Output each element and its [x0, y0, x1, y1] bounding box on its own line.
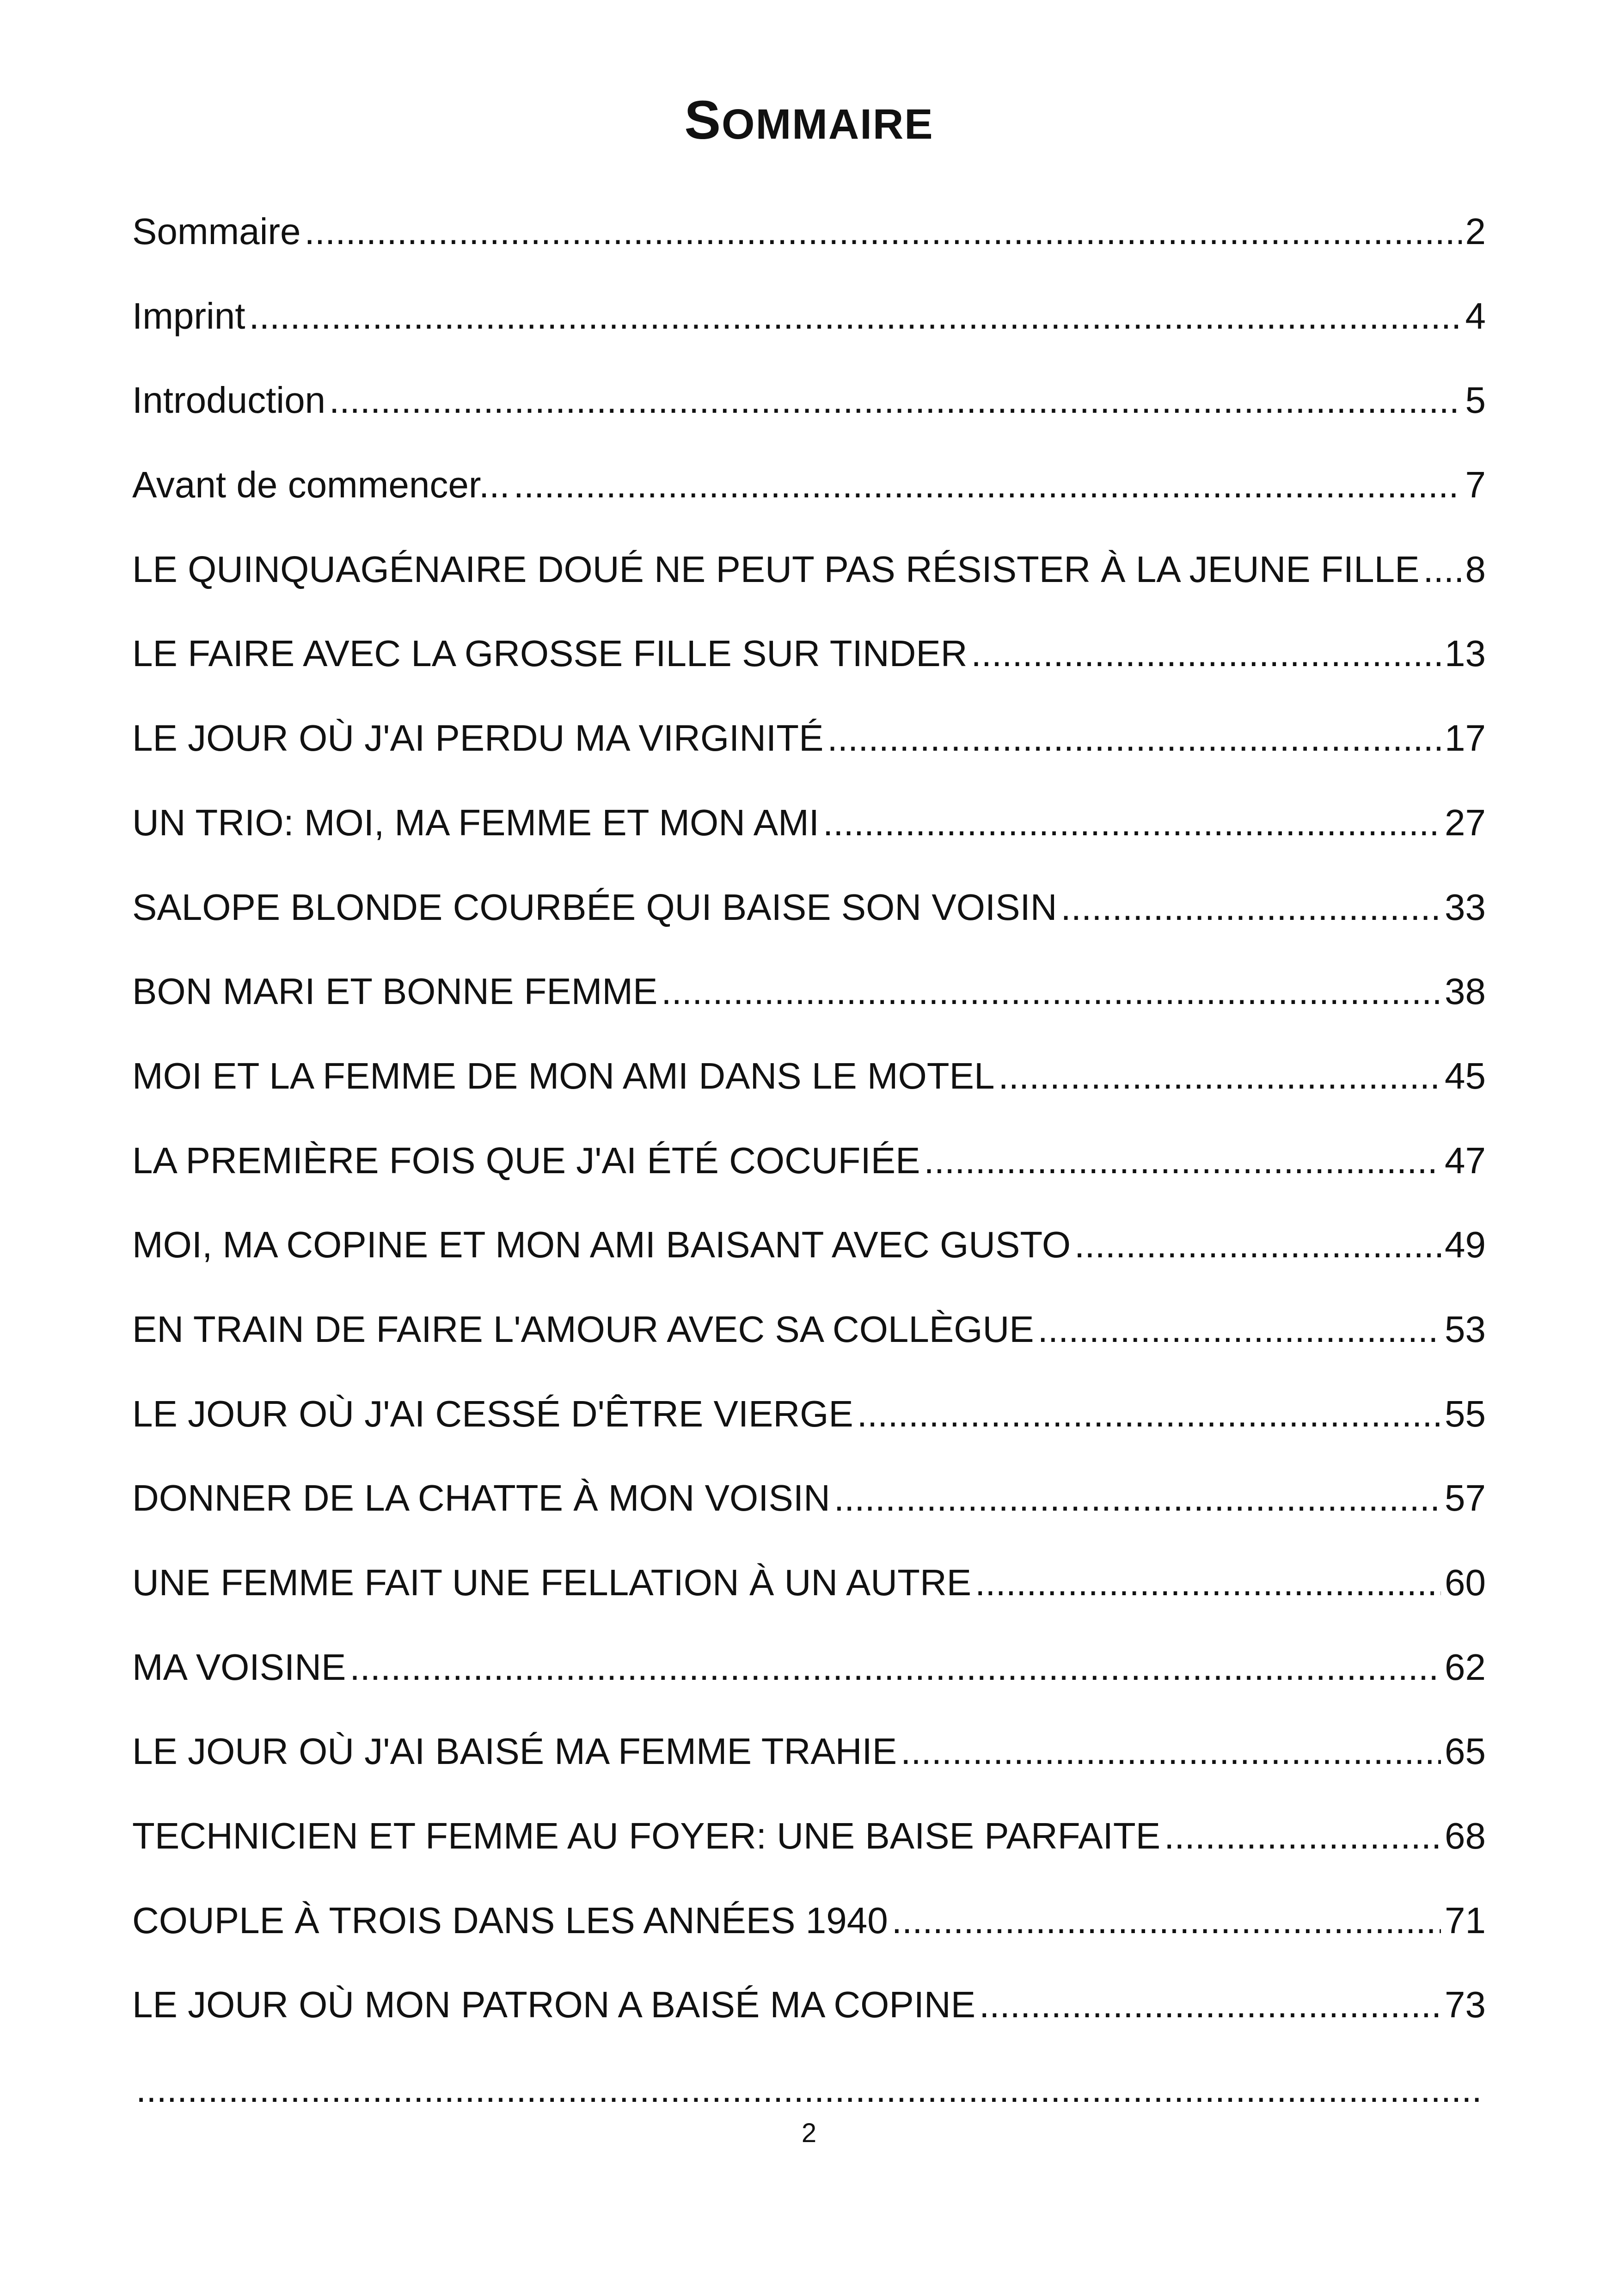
footer-page-number: 2: [801, 2118, 817, 2148]
toc-entry[interactable]: [132, 190, 1486, 274]
toc-entry-label: UN TRIO: MOI, MA FEMME ET MON AMI: [132, 802, 820, 843]
toc-entry-label: MOI ET LA FEMME DE MON AMI DANS LE MOTEL: [132, 1055, 995, 1096]
toc-entry-label: COUPLE À TROIS DANS LES ANNÉES 1940: [132, 1899, 888, 1941]
toc-entry-page: 47: [1445, 1139, 1486, 1181]
toc-dot-leader: [1061, 865, 1441, 950]
toc-entry[interactable]: [132, 1372, 1486, 1457]
toc-entry-page: 71: [1445, 1899, 1486, 1941]
toc-entry[interactable]: [132, 1287, 1486, 1372]
toc-entry-page: 60: [1445, 1562, 1486, 1603]
toc-dot-leader: [892, 1879, 1441, 1963]
toc-entry-page: 38: [1445, 971, 1486, 1012]
toc-entry[interactable]: [132, 612, 1486, 696]
toc-entry-page: 45: [1445, 1055, 1486, 1096]
toc-dot-leader: [249, 274, 1462, 359]
toc-entry-label: DONNER DE LA CHATTE À MON VOISIN: [132, 1477, 830, 1519]
toc-entry[interactable]: [132, 1203, 1486, 1287]
toc-entry-label: EN TRAIN DE FAIRE L'AMOUR AVEC SA COLLÈGUE: [132, 1308, 1034, 1350]
toc-entry-page: 53: [1445, 1308, 1486, 1350]
toc-dot-leader: [999, 1034, 1441, 1119]
toc-entry[interactable]: [132, 1963, 1486, 2047]
toc-entry-page: 4: [1465, 295, 1486, 337]
table-of-contents: [132, 190, 1486, 2132]
toc-dot-leader: [971, 612, 1441, 696]
toc-dot-leader: [1074, 1203, 1441, 1287]
toc-entry[interactable]: [132, 696, 1486, 781]
toc-entry-page: 73: [1445, 1984, 1486, 2026]
toc-dot-leader: [1164, 1794, 1441, 1879]
toc-dot-leader: [924, 1119, 1441, 1203]
toc-entry-page: 27: [1445, 802, 1486, 843]
toc-entry-label: TECHNICIEN ET FEMME AU FOYER: UNE BAISE PARFAITE: [132, 1815, 1161, 1857]
toc-entry[interactable]: [132, 781, 1486, 865]
toc-entry[interactable]: [132, 1119, 1486, 1203]
toc-dot-leader: [1038, 1287, 1441, 1372]
toc-entry-page: 17: [1445, 717, 1486, 759]
toc-entry[interactable]: [132, 1034, 1486, 1119]
toc-entry-page: 2: [1465, 211, 1486, 252]
toc-dot-leader: [329, 358, 1461, 443]
toc-entry-label: SALOPE BLONDE COURBÉE QUI BAISE SON VOISIN: [132, 886, 1057, 928]
toc-entry-label: Avant de commencer...: [132, 464, 510, 506]
toc-entry[interactable]: [132, 1879, 1486, 1963]
toc-entry[interactable]: [132, 443, 1486, 527]
toc-dot-leader: [823, 781, 1441, 865]
toc-dot-leader: [349, 1625, 1441, 1710]
toc-entry-label: Imprint: [132, 295, 245, 337]
toc-dot-leader: [834, 1456, 1441, 1541]
toc-dot-leader: [305, 190, 1462, 274]
toc-entry-label: LA PREMIÈRE FOIS QUE J'AI ÉTÉ COCUFIÉE: [132, 1139, 920, 1181]
toc-entry[interactable]: [132, 358, 1486, 443]
toc-entry-label: LE FAIRE AVEC LA GROSSE FILLE SUR TINDER: [132, 633, 968, 674]
toc-entry[interactable]: [132, 527, 1486, 612]
toc-entry-page: 65: [1445, 1731, 1486, 1772]
toc-entry-page: 62: [1445, 1646, 1486, 1688]
page-title: [0, 92, 1618, 152]
toc-entry-page: 57: [1445, 1477, 1486, 1519]
toc-entry[interactable]: [132, 1709, 1486, 1794]
toc-entry-label: BON MARI ET BONNE FEMME: [132, 971, 658, 1012]
toc-entry[interactable]: [132, 1541, 1486, 1625]
toc-entry[interactable]: [132, 1794, 1486, 1879]
toc-dot-leader: [901, 1709, 1441, 1794]
toc-dot-leader: [979, 1963, 1441, 2047]
toc-entry-page: 33: [1445, 886, 1486, 928]
toc-entry-label: LE JOUR OÙ J'AI BAISÉ MA FEMME TRAHIE: [132, 1731, 897, 1772]
toc-entry-label: Sommaire: [132, 211, 301, 252]
toc-entry-label: LE JOUR OÙ J'AI PERDU MA VIRGINITÉ: [132, 717, 824, 759]
toc-entry-page: 68: [1445, 1815, 1486, 1857]
toc-entry[interactable]: [132, 865, 1486, 950]
toc-entry-label: LE QUINQUAGÉNAIRE DOUÉ NE PEUT PAS RÉSISTER À LA JEUNE FILLE: [132, 548, 1420, 590]
toc-entry-label: LE JOUR OÙ MON PATRON A BAISÉ MA COPINE: [132, 1984, 976, 2026]
toc-entry-page: 49: [1445, 1224, 1486, 1266]
toc-entry[interactable]: [132, 1625, 1486, 1710]
toc-entry-label: LE JOUR OÙ J'AI CESSÉ D'ÊTRE VIERGE: [132, 1393, 853, 1434]
toc-entry-page: 7: [1465, 464, 1486, 506]
toc-entry-page: 13: [1445, 633, 1486, 674]
toc-dot-leader: [1423, 527, 1461, 612]
toc-entry-label: UNE FEMME FAIT UNE FELLATION À UN AUTRE: [132, 1562, 972, 1603]
toc-entry[interactable]: [132, 1456, 1486, 1541]
toc-entry-label: Introduction: [132, 380, 326, 421]
toc-dot-leader: [661, 949, 1441, 1034]
toc-dot-leader: [857, 1372, 1441, 1457]
toc-dot-leader: [827, 696, 1441, 781]
toc-entry-page: 5: [1465, 380, 1486, 421]
toc-entry-page: 55: [1445, 1393, 1486, 1434]
toc-entry[interactable]: [132, 274, 1486, 359]
toc-dot-leader: [514, 443, 1462, 527]
page-title-initial: S: [684, 90, 722, 151]
toc-entry[interactable]: [132, 949, 1486, 1034]
page-title-rest: OMMAIRE: [722, 101, 934, 148]
toc-dot-leader: [975, 1541, 1441, 1625]
toc-entry-label: MOI, MA COPINE ET MON AMI BAISANT AVEC GUSTO: [132, 1224, 1071, 1266]
toc-entry-page: 8: [1465, 548, 1486, 590]
toc-entry-label: MA VOISINE: [132, 1646, 346, 1688]
